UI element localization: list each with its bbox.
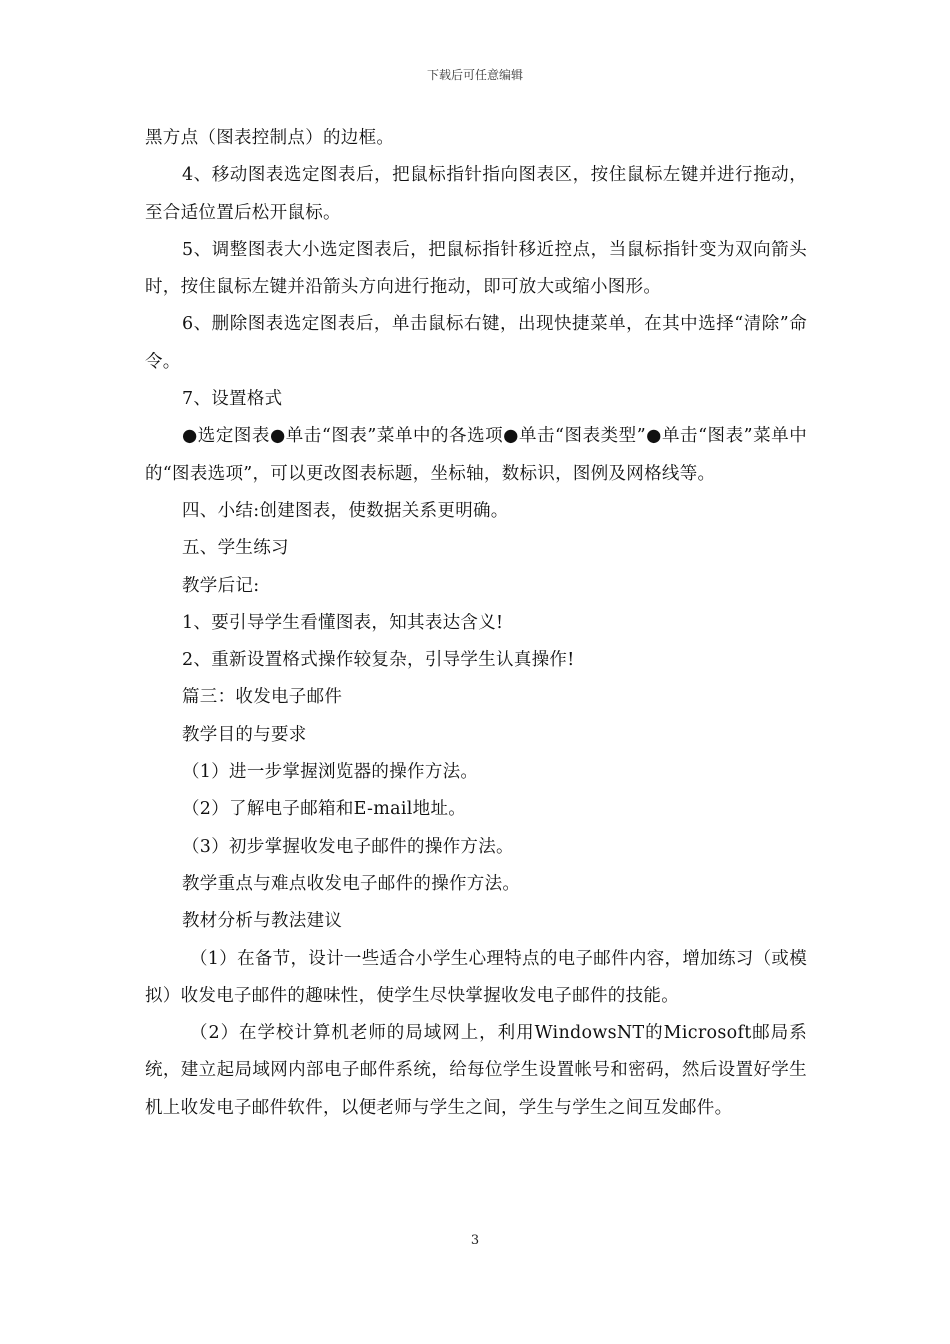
paragraph: 五、学生练习 bbox=[182, 538, 289, 559]
paragraph: 1、要引导学生看懂图表，知其表达含义! bbox=[182, 612, 504, 633]
paragraph: （2）在学校计算机老师的局域网上，利用WindowsNT的Microsoft邮局系统，建立起局域网内部电子邮件系统，给每位学生设置帐号和密码，然后设置好学生机上收发电子邮件软件，以便老师与学生之间，学生与学生之间互发邮件。 bbox=[145, 1023, 807, 1118]
paragraph: 6、删除图表选定图表后，单击鼠标右键，出现快捷菜单，在其中选择“清除”命令。 bbox=[145, 314, 807, 372]
paragraph: 教学目的与要求 bbox=[182, 724, 307, 745]
paragraph: 四、小结:创建图表，使数据关系更明确。 bbox=[182, 500, 509, 521]
document-body bbox=[145, 120, 807, 1127]
paragraph: 7、设置格式 bbox=[182, 389, 283, 410]
paragraph: 教学重点与难点收发电子邮件的操作方法。 bbox=[182, 873, 521, 894]
paragraph: 4、移动图表选定图表后，把鼠标指针指向图表区，按住鼠标左键并进行拖动，至合适位置后松开鼠标。 bbox=[145, 165, 807, 223]
section-heading: 篇三：收发电子邮件 bbox=[182, 687, 343, 708]
list-item: （2）了解电子邮箱和E-mail地址。 bbox=[182, 799, 467, 820]
list-item: （3）初步掌握收发电子邮件的操作方法。 bbox=[182, 836, 514, 857]
paragraph: 教学后记: bbox=[182, 575, 260, 596]
page-number: 3 bbox=[470, 1233, 480, 1248]
paragraph: 5、调整图表大小选定图表后，把鼠标指针移近控点，当鼠标指针变为双向箭头时，按住鼠标左键并沿箭头方向进行拖动，即可放大或缩小图形。 bbox=[145, 239, 807, 298]
paragraph: ●选定图表●单击“图表”菜单中的各选项●单击“图表类型”●单击“图表”菜单中的“图表选项”，可以更改图表标题，坐标轴，数标识，图例及网格线等。 bbox=[145, 426, 807, 484]
paragraph: 2、重新设置格式操作较复杂，引导学生认真操作! bbox=[182, 650, 575, 671]
paragraph: （1）在备节，设计一些适合小学生心理特点的电子邮件内容，增加练习（或模拟）收发电子邮件的趣味性，使学生尽快掌握收发电子邮件的技能。 bbox=[145, 948, 807, 1006]
page-header: 下载后可任意编辑 bbox=[426, 68, 523, 82]
paragraph: 教材分析与教法建议 bbox=[182, 911, 343, 932]
paragraph: 黑方点（图表控制点）的边框。 bbox=[145, 128, 395, 148]
list-item: （1）进一步掌握浏览器的操作方法。 bbox=[182, 762, 479, 783]
